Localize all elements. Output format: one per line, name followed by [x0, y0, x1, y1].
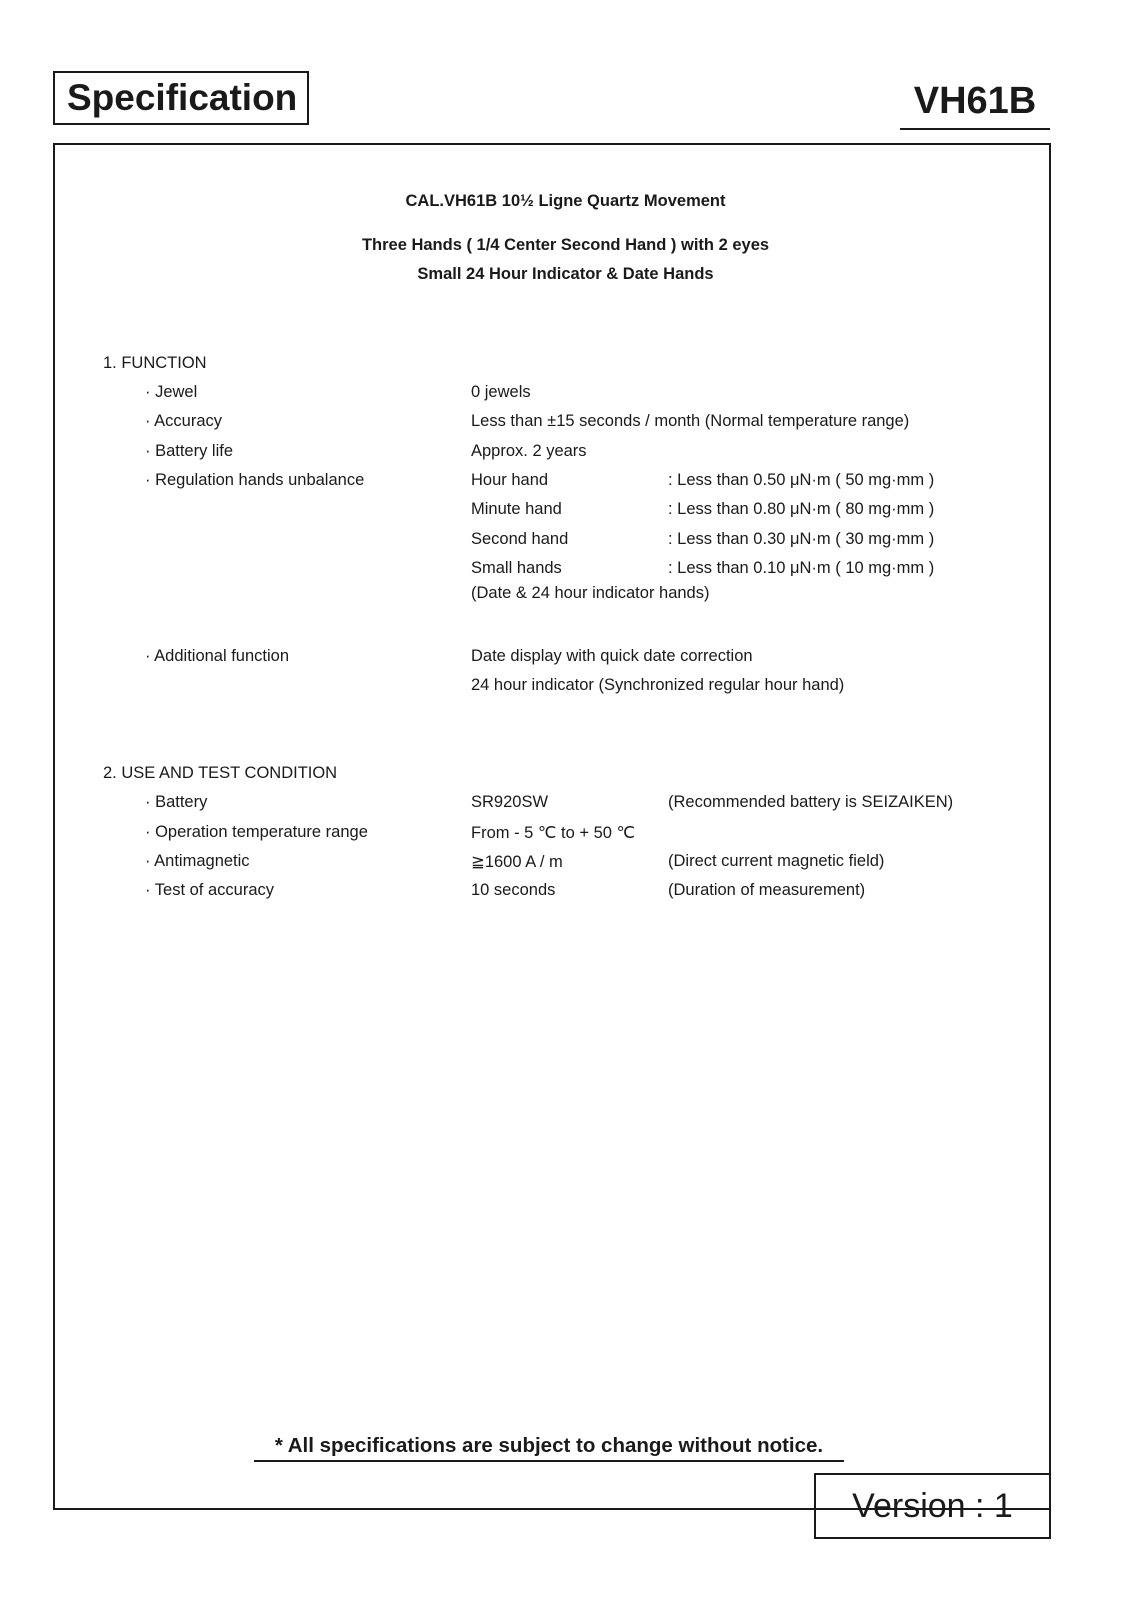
unbalance-row-name: Hour hand — [471, 471, 549, 489]
model-number: VH61B — [900, 78, 1050, 130]
condition-value: SR920SW — [471, 793, 549, 811]
condition-value: ≧1600 A / m — [471, 853, 563, 871]
condition-note: (Recommended battery is SEIZAIKEN) — [668, 793, 954, 811]
change-notice: * All specifications are subject to change without notice. — [254, 1432, 844, 1462]
condition-label: · Battery — [145, 793, 208, 811]
document-title: Specification — [53, 71, 309, 125]
unbalance-row-value: : Less than 0.10 μN·m ( 10 mg·mm ) — [668, 559, 935, 577]
section-use-test-heading: 2. USE AND TEST CONDITION — [103, 764, 338, 782]
indicator-description: Small 24 Hour Indicator & Date Hands — [417, 265, 714, 283]
condition-value: From - 5 ℃ to + 50 ℃ — [471, 824, 636, 842]
condition-label: · Antimagnetic — [145, 852, 250, 870]
battery-life-value: Approx. 2 years — [471, 442, 587, 460]
movement-title: CAL.VH61B 10½ Ligne Quartz Movement — [405, 192, 726, 210]
unbalance-row-value: : Less than 0.50 μN·m ( 50 mg·mm ) — [668, 471, 935, 489]
additional-function-label: · Additional function — [145, 647, 290, 665]
section-function-heading: 1. FUNCTION — [103, 354, 207, 372]
unbalance-row-value: : Less than 0.30 μN·m ( 30 mg·mm ) — [668, 530, 935, 548]
condition-value: 10 seconds — [471, 881, 556, 899]
condition-label: · Test of accuracy — [145, 881, 274, 899]
unbalance-label: · Regulation hands unbalance — [145, 471, 365, 489]
accuracy-value: Less than ±15 seconds / month (Normal temperature range) — [471, 412, 910, 430]
additional-function-value: 24 hour indicator (Synchronized regular hour hand) — [471, 676, 845, 694]
hands-description: Three Hands ( 1/4 Center Second Hand ) with 2 eyes — [361, 236, 770, 254]
condition-note: (Direct current magnetic field) — [668, 852, 885, 870]
condition-note: (Duration of measurement) — [668, 881, 866, 899]
unbalance-row-value: : Less than 0.80 μN·m ( 80 mg·mm ) — [668, 500, 935, 518]
accuracy-label: · Accuracy — [145, 412, 223, 430]
version-box: Version : 1 — [814, 1473, 1051, 1539]
unbalance-row-name: Minute hand — [471, 500, 562, 518]
battery-life-label: · Battery life — [145, 442, 234, 460]
jewel-value: 0 jewels — [471, 383, 531, 401]
jewel-label: · Jewel — [145, 383, 198, 401]
additional-function-value: Date display with quick date correction — [471, 647, 753, 665]
unbalance-row-name: Second hand — [471, 530, 569, 548]
unbalance-note: (Date & 24 hour indicator hands) — [471, 584, 710, 602]
condition-label: · Operation temperature range — [145, 823, 368, 841]
unbalance-row-name: Small hands — [471, 559, 562, 577]
